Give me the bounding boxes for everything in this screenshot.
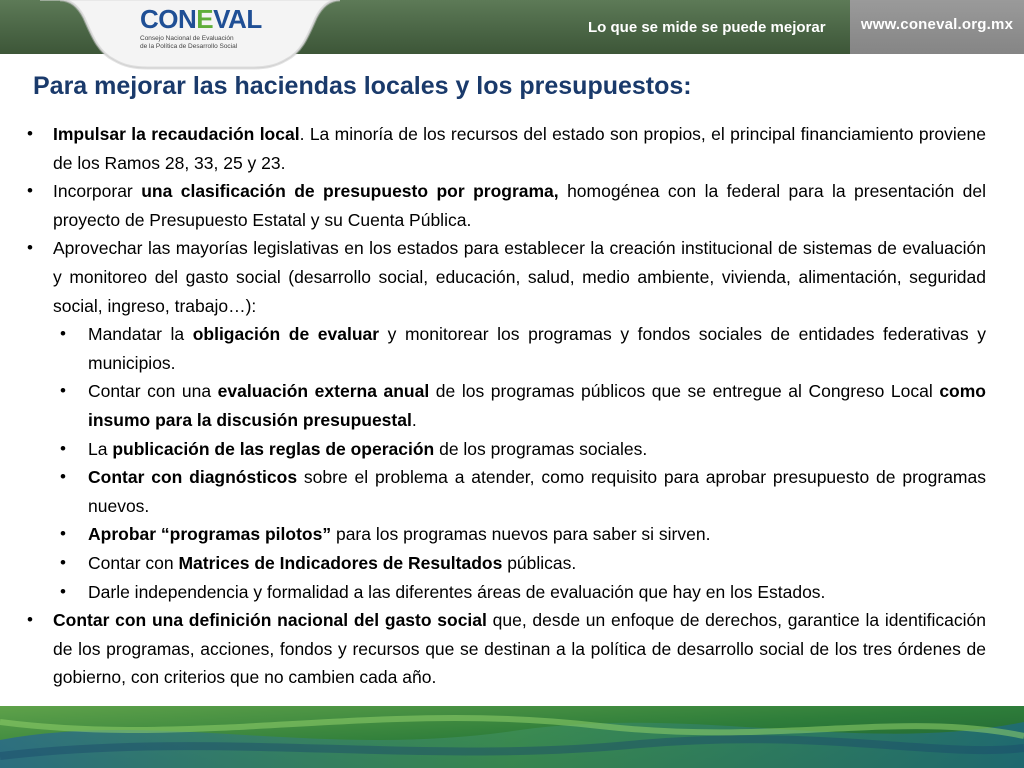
sub-bullet-item <box>26 377 986 434</box>
bullet-bold-text: Impulsar la recaudación local <box>53 124 300 144</box>
header-url[interactable]: www.coneval.org.mx <box>860 15 1014 33</box>
bullet-dot: • <box>27 610 33 630</box>
coneval-logo <box>140 6 270 50</box>
bullet-bold-text: Contar con una definición nacional del gasto social <box>53 610 487 631</box>
bullet-dot: • <box>60 581 66 601</box>
bullet-dot: • <box>27 181 33 201</box>
bullet-text: sobre el problema a atender, como requisito para aprobar presupuesto de programas nuevos. <box>88 467 986 516</box>
bullet-dot: • <box>60 524 66 544</box>
bullet-text: Contar con una <box>88 381 218 402</box>
bullet-text: . <box>411 409 417 430</box>
logo-word-part1: CON <box>140 4 197 34</box>
bullet-text: Incorporar <box>53 181 142 202</box>
header-url-box <box>850 0 1024 54</box>
bullet-dot: • <box>60 381 66 401</box>
bullet-text: Mandatar la <box>88 324 193 345</box>
bullet-item <box>26 177 986 234</box>
bullet-bold-text: una clasificación de presupuesto por programa, <box>141 181 559 202</box>
bullet-bold-text: Contar con diagnósticos <box>88 467 298 488</box>
bullet-dot: • <box>60 467 66 487</box>
sub-bullet-item <box>26 549 986 578</box>
bullet-bold-text: obligación de evaluar <box>192 324 380 345</box>
bullet-text: homogénea con la federal para la presentación del proyecto de Presupuesto Estatal y su Cuenta Pública. <box>53 181 986 230</box>
bullet-text: de los programas públicos que se entregue al Congreso Local <box>429 381 940 402</box>
bullet-text: Darle independencia y formalidad a las diferentes áreas de evaluación que hay en los Estados. <box>88 581 826 602</box>
bullet-dot: • <box>60 552 66 572</box>
sub-bullet-item <box>26 578 986 607</box>
logo-subtitle-line: de la Política de Desarrollo Social <box>140 42 238 50</box>
header-slogan: Lo que se mide se puede mejorar <box>588 19 826 36</box>
bullet-bold-text: Matrices de Indicadores de Resultados <box>178 552 503 573</box>
bullet-bold-text: Aprobar “programas pilotos” <box>88 524 332 545</box>
bullet-dot: • <box>60 438 66 458</box>
bullet-dot: • <box>27 124 33 143</box>
sub-bullet-item <box>26 463 986 520</box>
logo-subtitle-line: Consejo Nacional de Evaluación <box>140 35 234 42</box>
bullet-item <box>26 606 986 692</box>
bullet-text: La <box>88 438 113 459</box>
bullet-text: Contar con <box>88 552 179 573</box>
bullet-text: públicas. <box>502 552 577 573</box>
bullet-bold-text: como insumo para la discusión presupuestal <box>88 381 986 430</box>
bullet-bold-text: publicación de las reglas de operación <box>112 438 435 459</box>
footer-decoration <box>0 700 1024 768</box>
logo-subtitle <box>140 35 270 50</box>
logo-word-part2: E <box>196 4 214 34</box>
bullet-text: . La minoría de los recursos del estado son propios, el principal financiamiento proviene de los Ramos 28, 33, 25 y 23. <box>53 124 986 173</box>
sub-bullet-item <box>26 520 986 549</box>
bullet-text: y monitorear los programas y fondos sociales de entidades federativas y municipios. <box>88 324 986 373</box>
bullet-item <box>26 234 986 320</box>
bullet-bold-text: evaluación externa anual <box>217 381 430 402</box>
bullet-text: que, desde un enfoque de derechos, garantice la identificación de los programas, acciones, fondos y recursos que se destinan a la política de desarrollo social de los tres órdenes de gobierno, con criterios que no cambien cada año. <box>53 610 986 688</box>
slide-title: Para mejorar las haciendas locales y los presupuestos: <box>33 72 692 100</box>
bullet-text: para los programas nuevos para saber si sirven. <box>331 524 711 545</box>
bullet-text: Aprovechar las mayorías legislativas en los estados para establecer la creación institucional de sistemas de evaluación y monitoreo del gasto social (desarrollo social, educación, salud, medio ambiente, vivienda, alimentación, seguridad social, ingreso, trabajo…): <box>53 238 986 316</box>
logo-word-part3: VAL <box>213 4 262 34</box>
bullet-list <box>26 120 986 692</box>
sub-bullet-item <box>26 320 986 377</box>
bullet-dot: • <box>27 238 33 258</box>
logo-wordmark <box>140 6 270 32</box>
bullet-dot: • <box>60 324 66 344</box>
bullet-item <box>26 120 986 177</box>
sub-bullet-item <box>26 435 986 464</box>
bullet-text: de los programas sociales. <box>434 438 648 459</box>
